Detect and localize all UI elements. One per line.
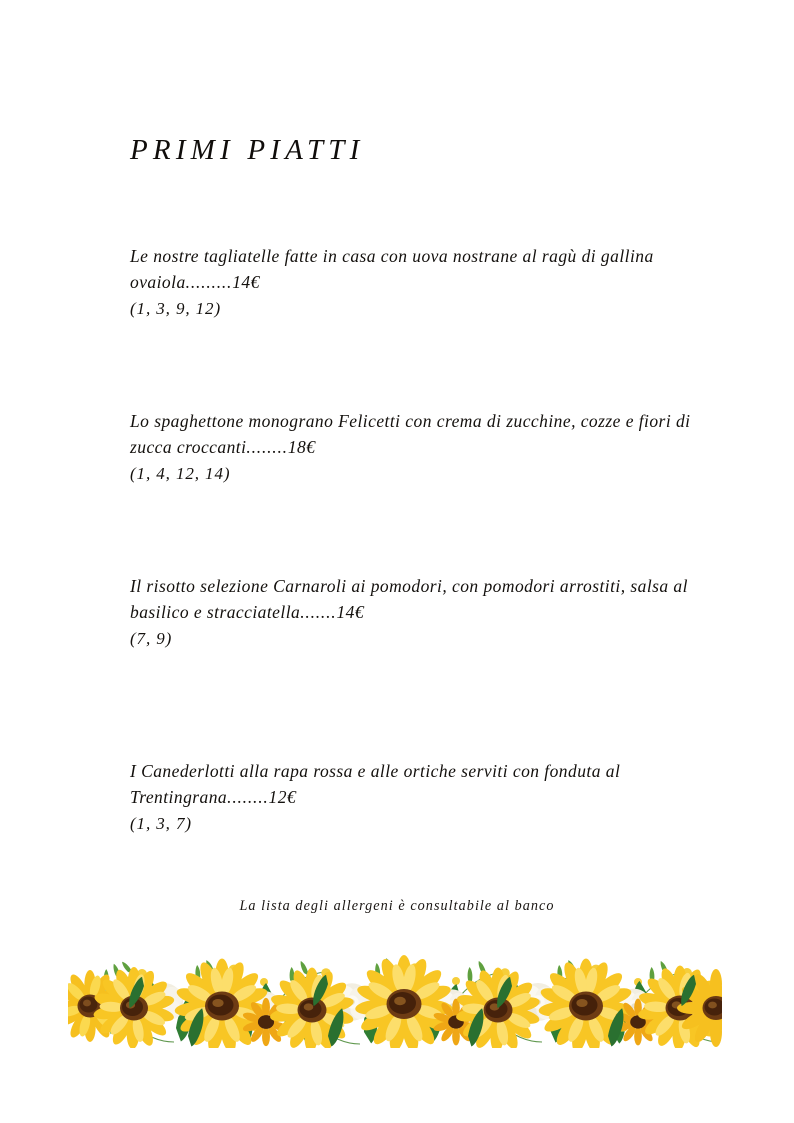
menu-item-description: Il risotto selezione Carnaroli ai pomodori, con pomodori arrostiti, salsa al basilico e stracciatella [130,576,688,622]
menu-item-price: 12€ [268,787,297,807]
menu-item-description-line [130,758,710,810]
menu-items-list [130,243,710,837]
allergen-note: La lista degli allergeni è consultabile al banco [239,898,555,914]
menu-item [130,408,710,487]
sunflower-border-decoration [68,952,722,1048]
menu-item-price: 14€ [232,272,260,292]
sunflower-border-icon [68,952,722,1048]
menu-item-description: Le nostre tagliatelle fatte in casa con uova nostrane al ragù di gallina ovaiola [130,246,654,292]
menu-item-description-line [130,573,710,625]
menu-item [130,243,710,322]
price-leader-dots: ........ [246,437,288,457]
menu-item-price: 14€ [336,602,365,622]
menu-item [130,573,710,652]
menu-item-allergens: (7, 9) [130,629,173,648]
menu-item-description-line [130,408,710,460]
price-leader-dots: ........ [227,787,269,807]
page-title: PRIMI PIATTI [130,134,365,166]
menu-item-description: Lo spaghettone monograno Felicetti con crema di zucchine, cozze e fiori di zucca croccanti [130,411,691,457]
menu-item-allergens: (1, 3, 7) [130,814,192,833]
menu-item [130,758,710,837]
menu-item-description-line [130,243,710,295]
menu-item-description: I Canederlotti alla rapa rossa e alle ortiche serviti con fonduta al Trentingrana [130,761,621,807]
menu-item-allergens: (1, 3, 9, 12) [130,299,222,318]
menu-item-price: 18€ [287,437,316,457]
price-leader-dots: ....... [300,602,337,622]
price-leader-dots: ......... [185,272,233,292]
menu-item-allergens: (1, 4, 12, 14) [130,464,231,483]
